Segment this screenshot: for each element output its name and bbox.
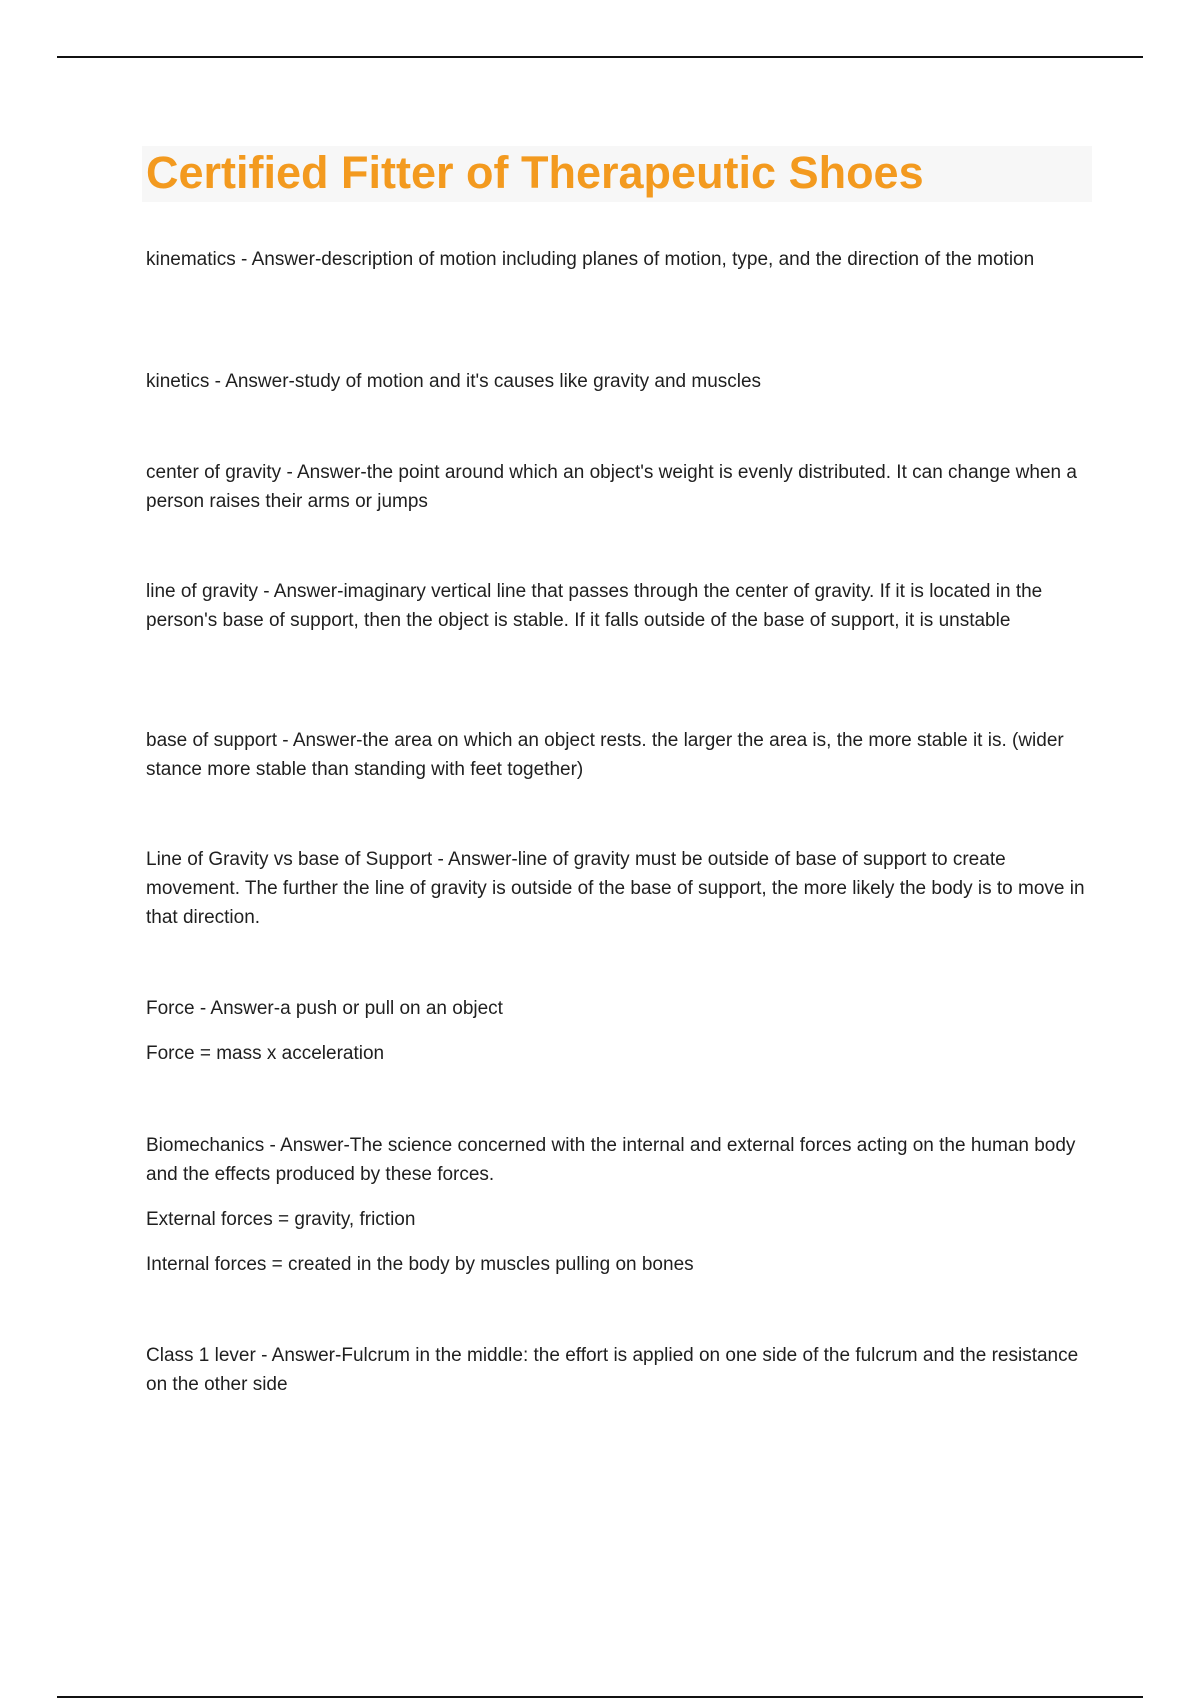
entry-center-of-gravity — [146, 458, 1096, 516]
entry-kinetics — [146, 367, 1096, 396]
entry-class-1-lever — [146, 1341, 1096, 1399]
entry-text: line of gravity - Answer-imaginary vertical line that passes through the center of gravity. If it is located in the person's base of support, then the object is stable. If it falls outside of the base of support, it is unstable — [146, 581, 1043, 631]
entry-text: base of support - Answer-the area on which an object rests. the larger the area is, the more stable it is. (wider stance more stable than standing with feet together) — [146, 730, 1064, 780]
entry-text: kinetics - Answer-study of motion and it's causes like gravity and muscles — [146, 371, 762, 392]
entry-text: External forces = gravity, friction — [146, 1209, 416, 1230]
entry-text: Biomechanics - Answer-The science concerned with the internal and external forces acting on the human body and the effects produced by these forces. — [146, 1135, 1076, 1185]
entry-line-of-gravity — [146, 577, 1096, 635]
entry-force — [146, 994, 1096, 1068]
entry-biomechanics — [146, 1131, 1096, 1279]
entry-kinematics — [146, 245, 1096, 274]
entry-text: Line of Gravity vs base of Support - Answer-line of gravity must be outside of base of support to create movement. The further the line of gravity is outside of the base of support, the more likely the body is to move in that direction. — [146, 849, 1085, 928]
document-title: Certified Fitter of Therapeutic Shoes — [146, 147, 924, 198]
entry-text: kinematics - Answer-description of motion including planes of motion, type, and the direction of the motion — [146, 249, 1035, 270]
entry-text: Class 1 lever - Answer-Fulcrum in the middle: the effort is applied on one side of the fulcrum and the resistance on the other side — [146, 1345, 1079, 1395]
entry-text: Force = mass x acceleration — [146, 1043, 385, 1064]
entry-text: Internal forces = created in the body by muscles pulling on bones — [146, 1254, 694, 1275]
entry-base-of-support — [146, 726, 1096, 784]
entry-text: Force - Answer-a push or pull on an object — [146, 998, 503, 1019]
top-rule — [57, 56, 1143, 58]
bottom-rule — [57, 1696, 1143, 1698]
entry-text: center of gravity - Answer-the point around which an object's weight is evenly distributed. It can change when a person raises their arms or jumps — [146, 462, 1077, 512]
entry-line-vs-base — [146, 845, 1096, 932]
